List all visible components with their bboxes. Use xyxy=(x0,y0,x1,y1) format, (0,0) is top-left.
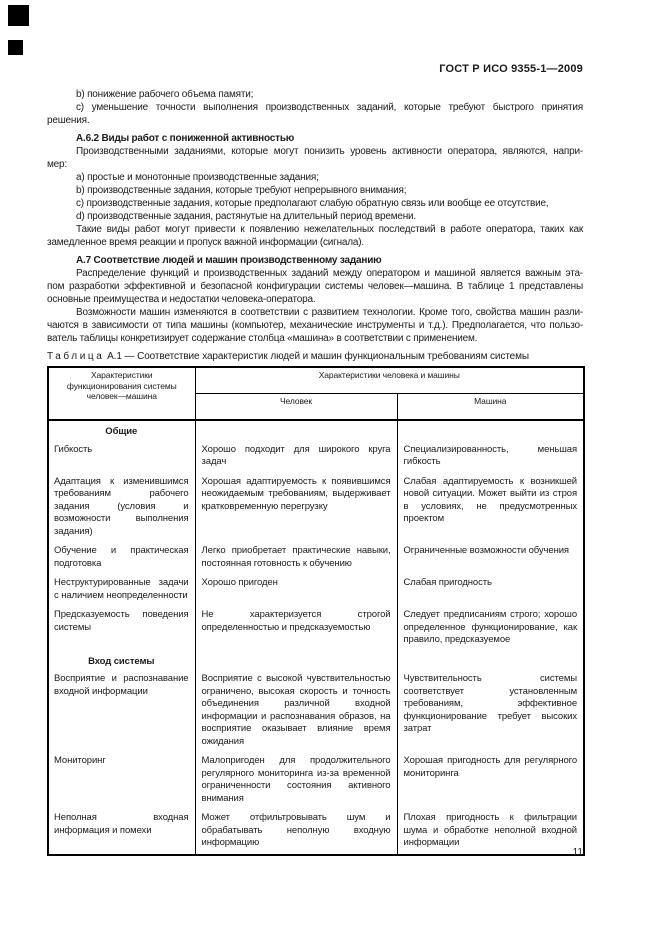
cell-characteristic: Вход системы xyxy=(48,651,195,671)
table-row xyxy=(48,441,584,473)
cell-characteristic: Восприятие и распознавание входной информации xyxy=(48,670,195,752)
cell-machine: Хорошая пригодность для регулярного мониторинга xyxy=(397,752,584,809)
text-line: b) понижение рабочего объема памяти; xyxy=(76,89,254,100)
cell-characteristic: Гибкость xyxy=(48,441,195,473)
cell-characteristic: Предсказуемость поведения системы xyxy=(48,606,195,651)
text-line: c) уменьшение точности выполнения производственных заданий, которые требуют быстрого принятия xyxy=(76,102,583,113)
text-line: b) производственные задания, которые требуют непрерывного внимания; xyxy=(76,185,407,196)
page-number: 11 xyxy=(572,847,583,858)
table-row xyxy=(48,752,584,809)
cell-human xyxy=(195,651,397,671)
table-caption xyxy=(47,350,583,363)
table-row xyxy=(48,542,584,574)
table-row xyxy=(48,809,584,855)
header-human: Человек xyxy=(195,393,397,420)
table-caption-label: Таблица xyxy=(47,351,105,362)
table-row xyxy=(48,670,584,752)
cell-machine xyxy=(397,420,584,441)
text-line: c) производственные задания, которые предполагают слабую обратную связь или вообще ее отсутствие, xyxy=(76,198,549,209)
cell-human: Малопригоден для продолжительного регулярного мониторинга из-за временной ограниченности состояния активного внимания xyxy=(195,752,397,809)
text-line: d) производственные задания, растянутые на длительный период времени. xyxy=(76,211,417,222)
cell-human: Может отфильтровывать шум и обрабатывать неполную входную информацию xyxy=(195,809,397,855)
cell-characteristic: Неполная входная информация и помехи xyxy=(48,809,195,855)
text-line: основные преимущества и недостатки человека-оператора. xyxy=(47,294,316,305)
text-line: Такие виды работ могут привести к появлению нежелательных последствий в работе оператора, таких как xyxy=(76,224,583,235)
cell-human: Хорошая адаптируемость к появившимся неожидаемым требованиям, выдерживает кратковременную перегрузку xyxy=(195,473,397,543)
cell-machine: Слабая пригодность xyxy=(397,574,584,606)
cell-characteristic: Общие xyxy=(48,420,195,441)
cell-human: Восприятие с высокой чувствительностью ограничено, высокая скорость и точность объединения различной входной информации и распознавания образов, на восприятие оказывает влияние время ожидания xyxy=(195,670,397,752)
text-line: ватель таблицы конкретизирует содержание столбца «машина» в соответствии с применением. xyxy=(47,333,478,344)
cell-human: Хорошо пригоден xyxy=(195,574,397,606)
cell-characteristic: Адаптация к изменившимся требованиям рабочего задания (условия и возможности выполнения задания) xyxy=(48,473,195,543)
header-machine: Машина xyxy=(397,393,584,420)
cell-machine: Следует предписаниям строго; хорошо определенное функционирование, как правило, предсказуемое xyxy=(397,606,584,651)
table-row xyxy=(48,420,584,441)
table-header xyxy=(48,367,584,420)
table-row xyxy=(48,606,584,651)
text-line: мер: xyxy=(47,159,67,170)
table-caption-text: А.1 — Соответствие характеристик людей и машин функциональным требованиям системы xyxy=(104,351,530,362)
header-group: Характеристики человека и машины xyxy=(195,367,584,393)
cell-machine xyxy=(397,651,584,671)
cell-human: Хорошо подходит для широкого круга задач xyxy=(195,441,397,473)
table-row xyxy=(48,574,584,606)
print-mark-small xyxy=(8,40,23,55)
body-text xyxy=(47,88,583,345)
cell-human xyxy=(195,420,397,441)
text-line: замедленное время реакции и пропуск важной информации (сигнала). xyxy=(47,237,364,248)
text-line: чаются в зависимости от типа машины (компьютер, механические инструменты и т.д.). Предполагается, что пользо- xyxy=(47,320,583,331)
characteristics-table xyxy=(47,366,585,856)
page-body xyxy=(47,88,583,856)
cell-machine: Ограниченные возможности обучения xyxy=(397,542,584,574)
table-row xyxy=(48,651,584,671)
header-col1: Характеристики функционирования системы человек—машина xyxy=(48,367,195,420)
text-line: А.6.2 Виды работ с пониженной активностью xyxy=(76,133,295,144)
cell-machine: Чувствительность системы соответствует установленным требованиям, эффективное функционирование требует высоких затрат xyxy=(397,670,584,752)
table-body xyxy=(48,420,584,855)
text-line: Распределение функций и производственных заданий между оператором и машиной является важным эта- xyxy=(76,268,583,279)
text-line: пом разработки эффективной и безопасной конфигурации системы человек—машина. В таблице 1 представлены xyxy=(47,281,583,292)
table-row xyxy=(48,473,584,543)
cell-characteristic: Неструктурированные задачи с наличием неопределенности xyxy=(48,574,195,606)
text-line: А.7 Соответствие людей и машин производственному заданию xyxy=(76,255,382,266)
cell-characteristic: Мониторинг xyxy=(48,752,195,809)
text-line: Производственными заданиями, которые могут понизить уровень активности оператора, являются, напри- xyxy=(76,146,583,157)
cell-characteristic: Обучение и практическая подготовка xyxy=(48,542,195,574)
print-mark-large xyxy=(8,5,29,26)
cell-machine: Специализированность, меньшая гибкость xyxy=(397,441,584,473)
cell-human: Не характеризуется строгой определенностью и предсказуемостью xyxy=(195,606,397,651)
cell-machine: Плохая пригодность к фильтрации шума и обработке неполной входной информации xyxy=(397,809,584,855)
cell-machine: Слабая адаптируемость к возникшей новой ситуации. Может выйти из строя в условиях, не предусмотренных проектом xyxy=(397,473,584,543)
cell-human: Легко приобретает практические навыки, постоянная готовность к обучению xyxy=(195,542,397,574)
text-line: решения. xyxy=(47,115,90,126)
text-line: a) простые и монотонные производственные задания; xyxy=(76,172,319,183)
document-code-header: ГОСТ Р ИСО 9355-1—2009 xyxy=(439,63,583,75)
text-line: Возможности машин изменяются в соответствии с развитием технологии. Кроме того, свойства машин разли- xyxy=(76,307,583,318)
